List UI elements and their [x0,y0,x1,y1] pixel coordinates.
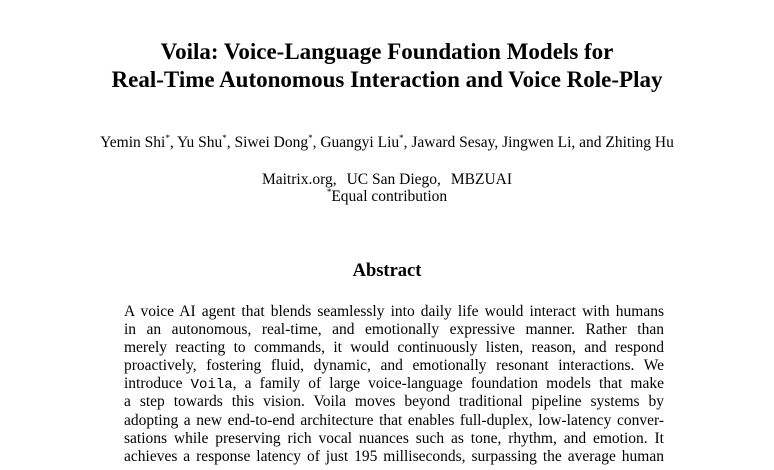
abstract-line: in an autonomous, real-time, and emotionally expressive manner. Rather than [124,321,664,339]
author-name: Guangyi Liu [320,134,400,151]
paper-title [0,38,774,94]
affiliation: UC San Diego, [346,171,441,188]
paper-title-line-1: Voila: Voice-Language Foundation Models for [160,39,614,64]
author-equal-mark: * [222,133,227,143]
author-equal-mark: * [165,133,170,143]
author-equal-mark: * [308,133,313,143]
paper-title-line-2: Real-Time Autonomous Interaction and Voice Role-Play [111,67,663,92]
author-name: Siwei Dong [234,134,309,151]
affiliation: Maitrix.org, [261,171,337,188]
abstract-line: sations while preserving rich vocal nuances such as tone, rhythm, and emotion. It [124,429,664,447]
author-name: Yu Shu [177,134,223,151]
abstract-line: merely reacting to commands, it would continuously listen, reason, and respond [124,339,664,357]
note-text: Equal contribution [331,188,448,205]
note-mark: * [326,187,332,197]
author-name: Jaward Sesay [411,134,495,151]
abstract-line: A voice AI agent that blends seamlessly into daily life would interact with humans [124,303,664,320]
model-name-code: Voila [190,377,233,394]
abstract-line: adopting a new end-to-end architecture that enables full-duplex, low-latency conver- [124,411,664,429]
abstract-line: introduce Voila, a family of large voice-language foundation models that make [124,375,664,394]
affiliations [0,171,774,189]
author-name: Zhiting Hu [605,134,674,151]
equal-contribution-note [0,188,774,206]
abstract-line: proactively, fostering fluid, dynamic, and emotionally resonant interactions. We [124,357,664,375]
author-list: Yemin Shi*, Yu Shu*, Siwei Dong*, Guangyi Liu*, Jaward Sesay, Jingwen Li, and Zhiting Hu [100,133,674,151]
author-equal-mark: * [399,133,404,143]
abstract-line: a step towards this vision. Voila moves beyond traditional pipeline systems by [124,393,664,411]
abstract-heading: Abstract [352,261,422,281]
abstract-body [124,303,664,466]
author-name: Jingwen Li [502,134,572,151]
author-name: Yemin Shi [100,134,166,151]
affiliation: MBZUAI [450,171,513,188]
abstract-line: achieves a response latency of just 195 milliseconds, surpassing the average human [124,447,664,465]
